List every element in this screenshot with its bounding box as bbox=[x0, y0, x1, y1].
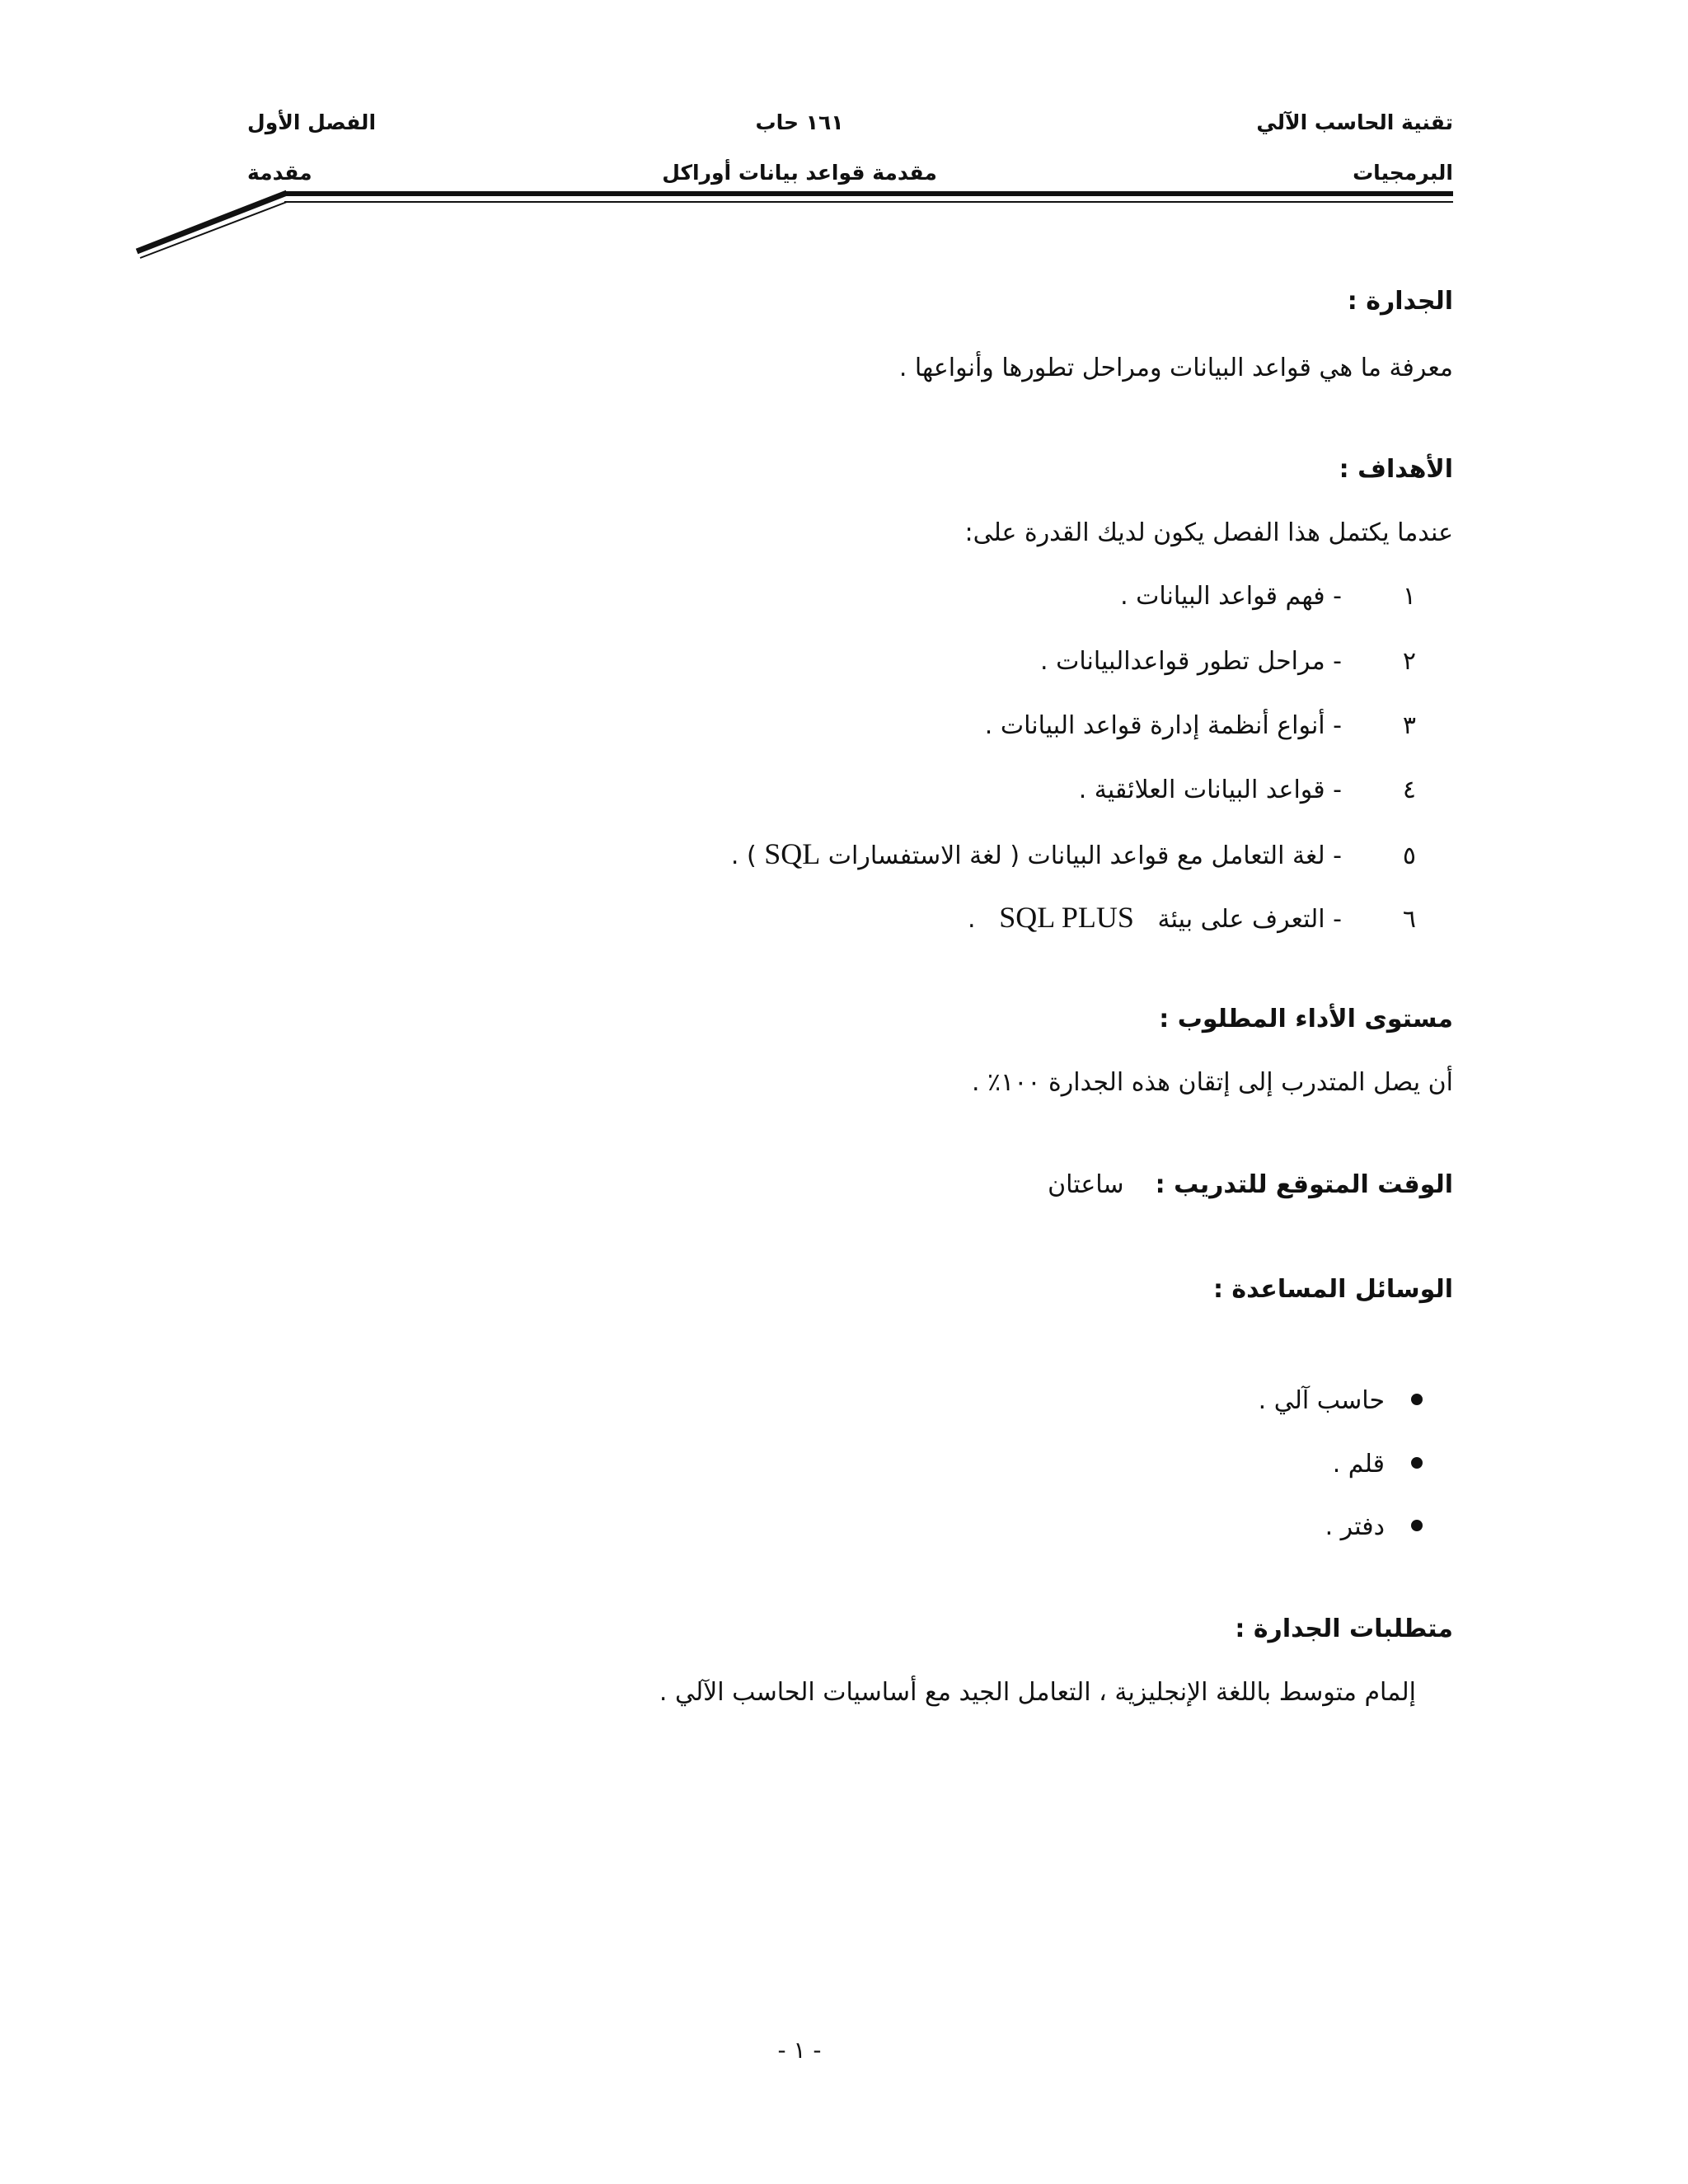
requirements-heading: متطلبات الجدارة : bbox=[1235, 1615, 1453, 1643]
header-section: مقدمة bbox=[247, 161, 312, 185]
objectives-heading: الأهداف : bbox=[1339, 455, 1453, 484]
objective-text: - التعرف على بيئة bbox=[1157, 905, 1342, 934]
objective-number: ٢ bbox=[1402, 647, 1416, 676]
training-time-heading: الوقت المتوقع للتدريب : bbox=[1155, 1170, 1453, 1199]
objective-text: - قواعد البيانات العلائقية . bbox=[1078, 776, 1342, 804]
objective-item bbox=[1120, 579, 1416, 615]
performance-heading: مستوى الأداء المطلوب : bbox=[1159, 1005, 1453, 1033]
header-specialty: البرمجيات bbox=[1353, 161, 1453, 185]
aid-text: قلم . bbox=[1332, 1450, 1385, 1479]
objective-latin-term: SQL PLUS bbox=[999, 901, 1134, 934]
training-time-value: ساعتان bbox=[1048, 1170, 1124, 1199]
objective-item bbox=[985, 708, 1416, 744]
header-course-code: ١٦١ حاب bbox=[755, 110, 844, 134]
aid-text: دفتر . bbox=[1325, 1512, 1385, 1541]
training-time bbox=[1048, 1167, 1453, 1203]
performance-text: أن يصل المتدرب إلى إتقان هذه الجدارة ١٠٠٪ . bbox=[971, 1068, 1453, 1097]
header-rule-thick bbox=[284, 191, 1453, 196]
competency-heading: الجدارة : bbox=[1347, 287, 1453, 316]
objective-item bbox=[731, 836, 1416, 874]
objective-text-end: ) . bbox=[730, 841, 757, 870]
objective-number: ١ bbox=[1402, 582, 1416, 611]
requirements-text: إلمام متوسط باللغة الإنجليزية ، التعامل الجيد مع أساسيات الحاسب الآلي . bbox=[659, 1678, 1416, 1707]
bullet-icon bbox=[1411, 1457, 1423, 1469]
objectives-intro: عندما يكتمل هذا الفصل يكون لديك القدرة على: bbox=[964, 518, 1453, 547]
competency-text: معرفة ما هي قواعد البيانات ومراحل تطورها وأنواعها . bbox=[898, 354, 1453, 382]
objective-text: - أنواع أنظمة إدارة قواعد البيانات . bbox=[984, 711, 1342, 740]
objective-number: ٤ bbox=[1402, 776, 1416, 804]
aid-text: حاسب آلي . bbox=[1258, 1386, 1385, 1415]
objective-latin-term: SQL bbox=[764, 837, 821, 870]
header-slash-decoration bbox=[132, 185, 297, 260]
aid-item bbox=[1325, 1509, 1423, 1545]
header-chapter: الفصل الأول bbox=[247, 110, 377, 134]
objective-number: ٦ bbox=[1402, 905, 1416, 934]
objective-item bbox=[1040, 644, 1416, 680]
page-number: - ١ - bbox=[777, 2036, 822, 2064]
objective-text: - مراحل تطور قواعدالبيانات . bbox=[1040, 647, 1342, 676]
header-department: تقنية الحاسب الآلي bbox=[1256, 110, 1453, 134]
objective-item bbox=[1079, 772, 1416, 808]
aid-item bbox=[1333, 1446, 1423, 1483]
objective-number: ٥ bbox=[1402, 841, 1416, 870]
bullet-icon bbox=[1411, 1394, 1423, 1405]
header-rule-thin bbox=[284, 201, 1453, 203]
aids-heading: الوسائل المساعدة : bbox=[1212, 1275, 1453, 1304]
objective-item bbox=[968, 899, 1416, 938]
objective-text: - فهم قواعد البيانات . bbox=[1120, 582, 1342, 611]
objective-text-end: . bbox=[968, 905, 976, 934]
header-course-title: مقدمة قواعد بيانات أوراكل bbox=[662, 161, 937, 185]
objective-number: ٣ bbox=[1402, 711, 1416, 740]
aid-item bbox=[1259, 1383, 1423, 1419]
bullet-icon bbox=[1411, 1520, 1423, 1531]
objective-text: - لغة التعامل مع قواعد البيانات ( لغة الاستفسارات bbox=[828, 841, 1342, 870]
